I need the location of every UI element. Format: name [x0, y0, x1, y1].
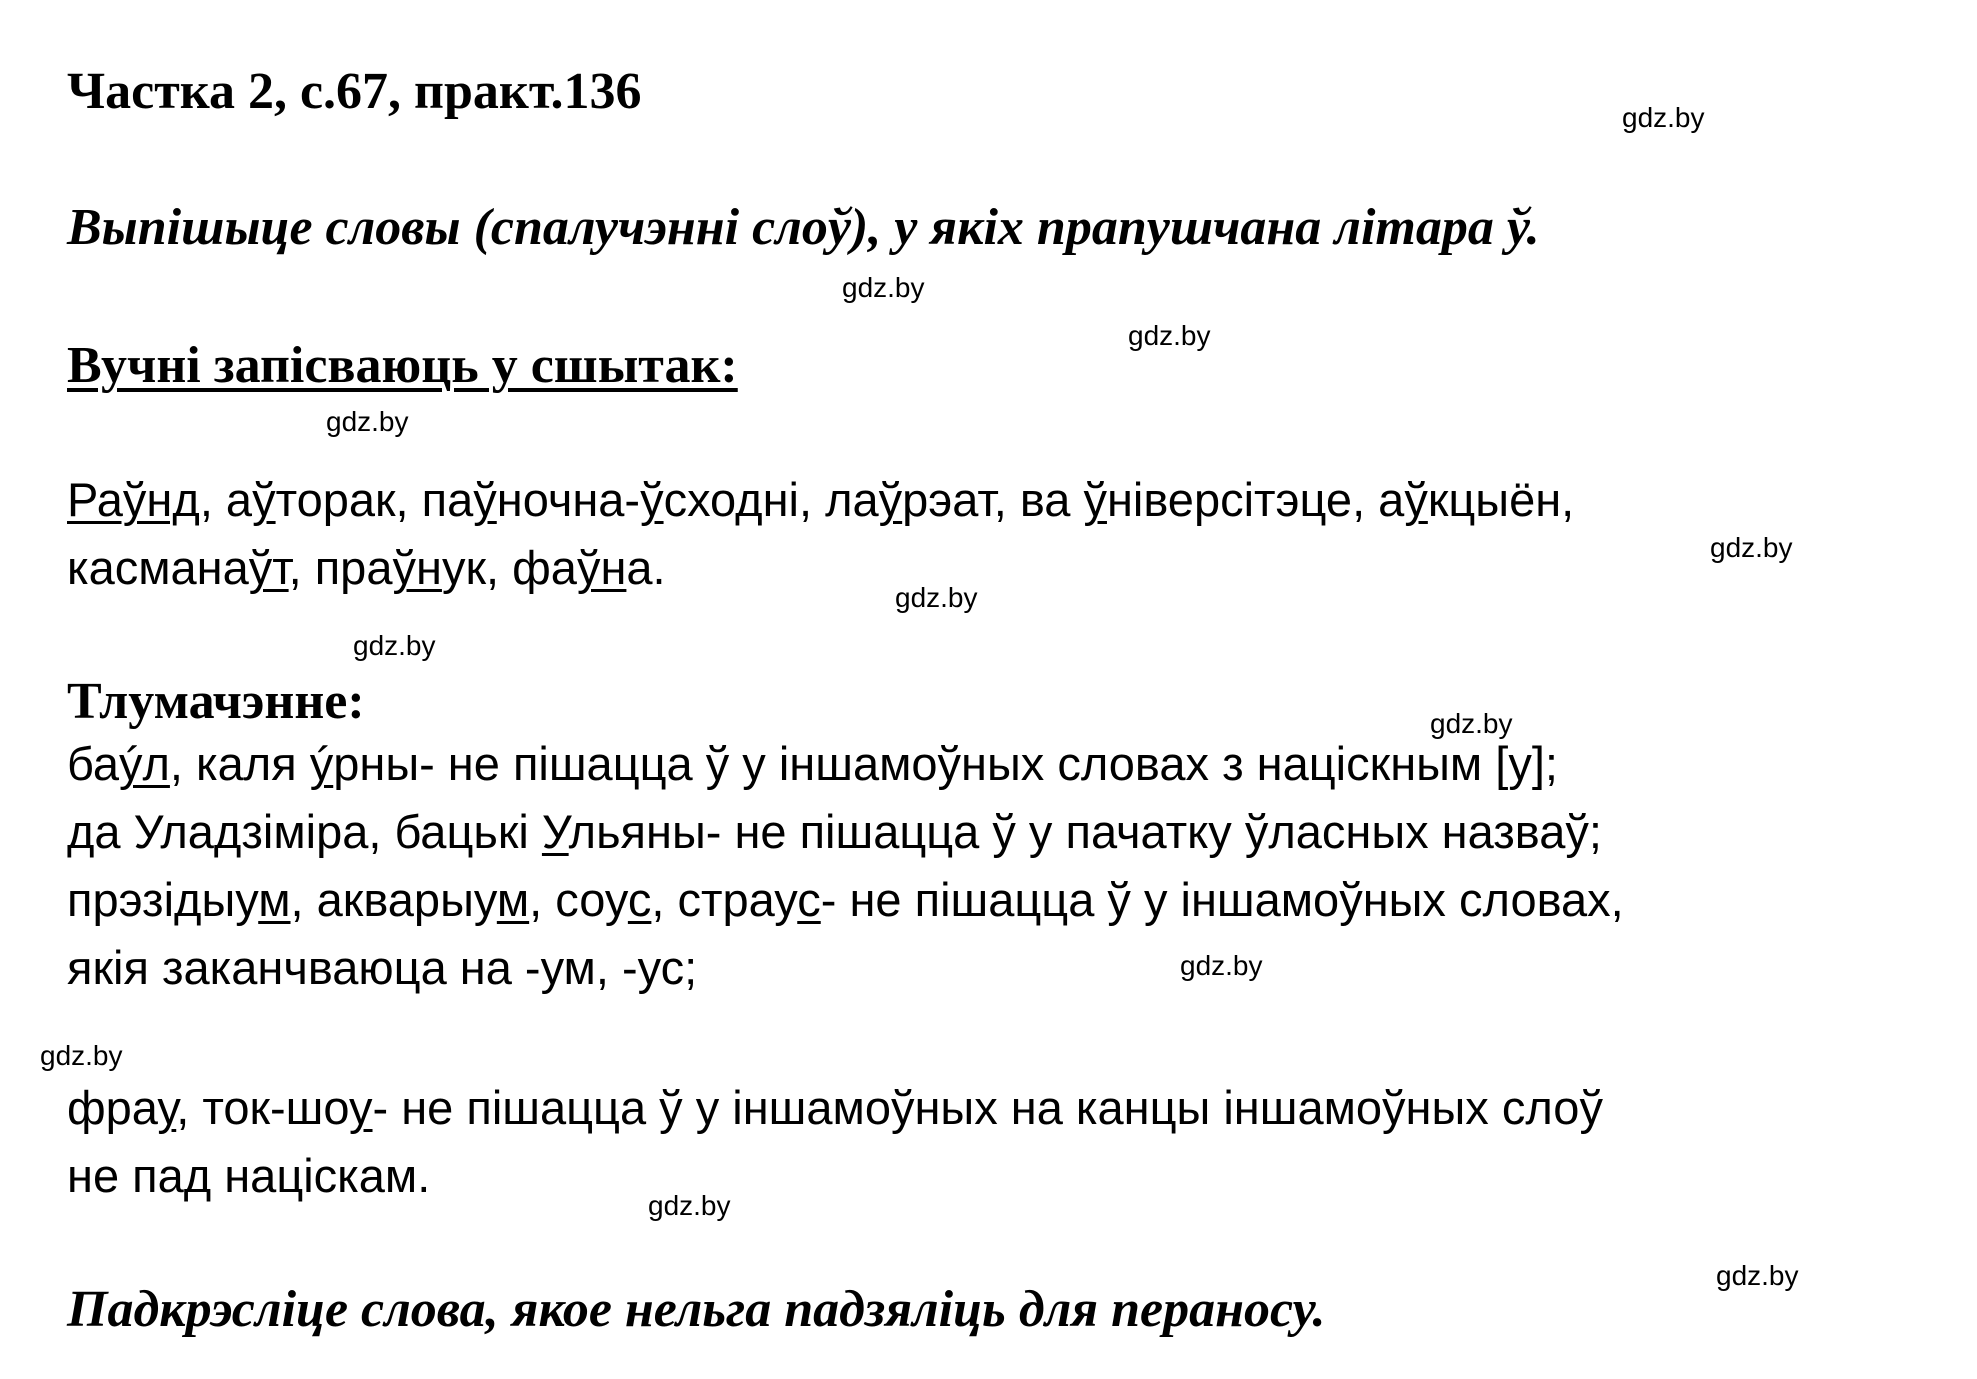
answer-word: Раўнд, аўторак, паўночна-ўсходні, лаўрэат, ва ўніверсітэце, аўкцыён, [67, 473, 1575, 526]
explanation-line-3: прэзідыум, акварыум, соус, страус- не пішацца ў у іншамоўных словах, [67, 873, 1624, 926]
watermark: gdz.by [1430, 708, 1513, 739]
watermark: gdz.by [1710, 532, 1793, 563]
explanation-line-6: не пад націскам. [67, 1149, 431, 1202]
underlined-letter: ўн [576, 541, 627, 594]
explanation-line-4: якія заканчваюца на -ум, -ус; [67, 941, 698, 994]
answer-line-1 [67, 466, 1847, 534]
underlined-letter: ýл [118, 737, 170, 790]
underlined-letter: ý [309, 737, 334, 790]
underlined-letter: У [541, 805, 569, 858]
underlined-letter: ўт [248, 541, 289, 594]
underlined-letter: м [258, 873, 291, 926]
task-instruction-2: Падкрэсліце слова, якое нельга падзяліць для пераносу. [67, 1281, 1326, 1338]
watermark: gdz.by [895, 582, 978, 613]
explanation-line-2: да Уладзіміра, бацькі Ульяны- не пішацца ў у пачатку ўласных назваў; [67, 805, 1602, 858]
explanation-paragraph-2 [67, 1074, 1847, 1210]
explanation-paragraph [67, 730, 1847, 1002]
watermark: gdz.by [353, 630, 436, 661]
underlined-letter: ў [252, 473, 276, 526]
watermark: gdz.by [842, 272, 925, 303]
watermark: gdz.by [1128, 320, 1211, 351]
watermark: gdz.by [326, 406, 409, 437]
underlined-letter: у [157, 1081, 177, 1134]
underlined-letter: ў [1404, 473, 1428, 526]
explanation-line-1: баýл, каля ýрны- не пішацца ў у іншамоўных словах з націскным [у]; [67, 737, 1558, 790]
underlined-letter: ў [1083, 473, 1107, 526]
underlined-letter: ў [473, 473, 497, 526]
explanation-line-5: фрау, ток-шоу- не пішацца ў у іншамоўных на канцы іншамоўных слоў [67, 1081, 1603, 1134]
watermark: gdz.by [1716, 1260, 1799, 1291]
page-title: Частка 2, с.67, практ.136 [67, 63, 642, 120]
underlined-letter: ў [640, 473, 664, 526]
task-instruction-1: Выпішыце словы (спалучэнні слоў), у якіх прапушчана літара ў. [67, 199, 1540, 256]
explanation-heading: Тлумачэнне: [67, 673, 365, 730]
underlined-letter: м [496, 873, 530, 926]
watermark: gdz.by [1622, 102, 1705, 133]
underlined-letter: у [349, 1081, 373, 1134]
underlined-letter: с [627, 873, 652, 926]
underlined-letter: ўн [392, 541, 442, 594]
watermark: gdz.by [40, 1040, 123, 1071]
underlined-letter: с [797, 873, 821, 926]
underlined-letter: ў [878, 473, 903, 526]
watermark: gdz.by [1180, 950, 1263, 981]
watermark: gdz.by [648, 1190, 731, 1221]
answer-line-2: касманаўт, праўнук, фаўна. [67, 541, 666, 594]
students-heading: Вучні запісваюць у сшытак: [67, 337, 738, 394]
underlined-letter: Раўнд [67, 473, 200, 526]
